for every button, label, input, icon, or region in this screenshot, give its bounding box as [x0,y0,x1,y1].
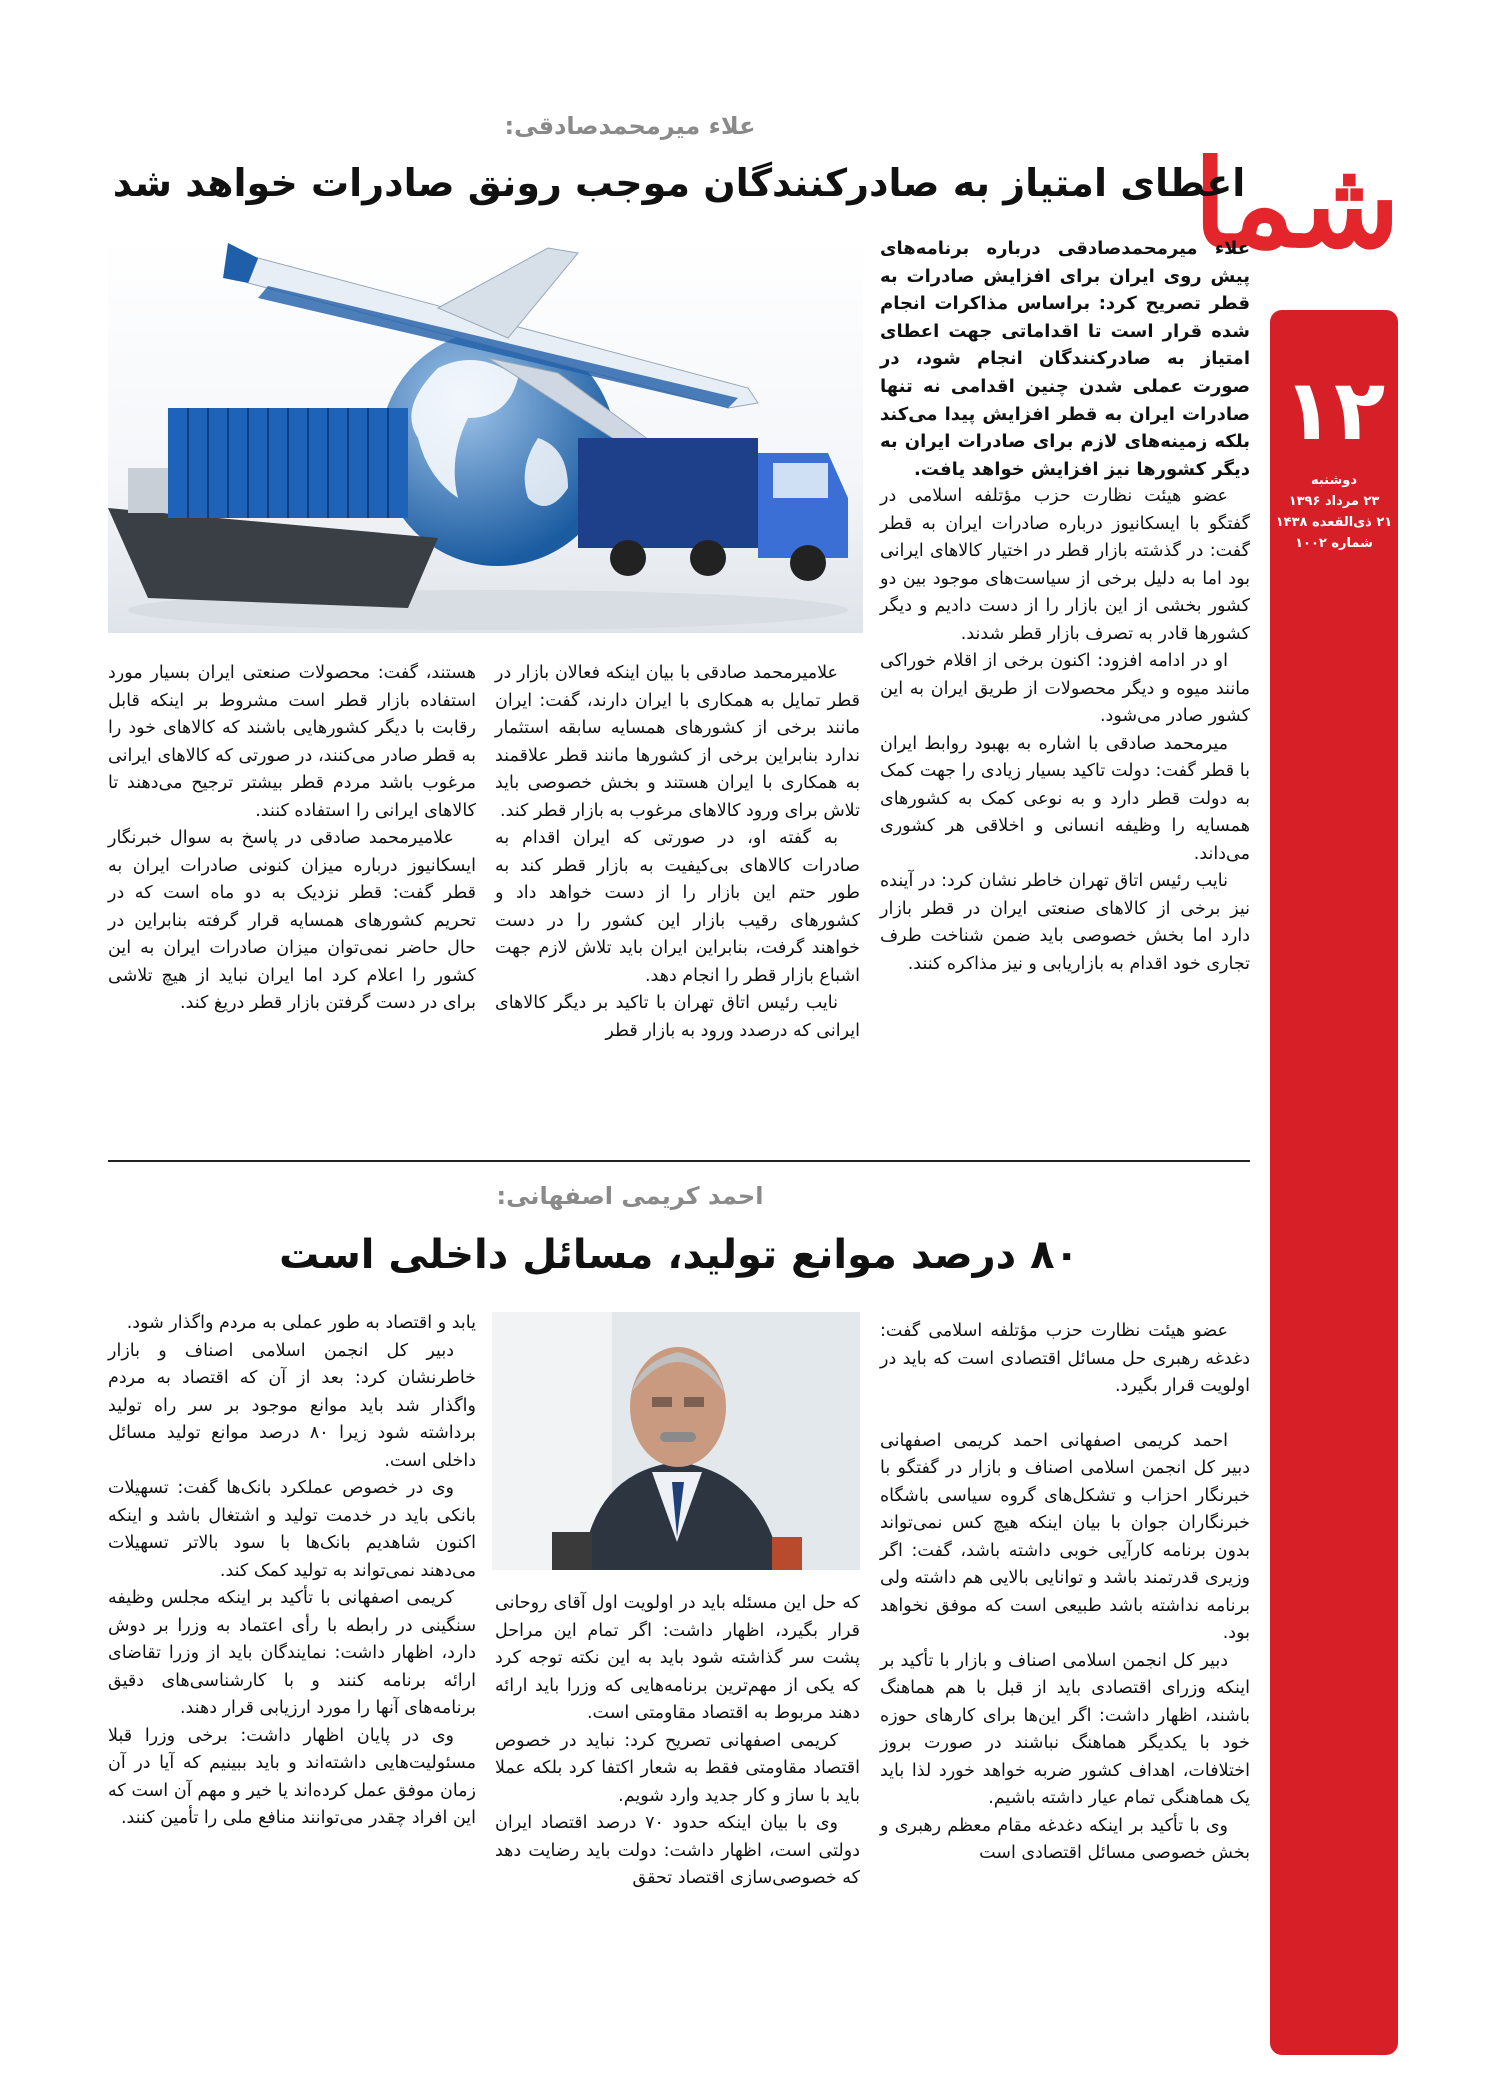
paragraph: وی در خصوص عملکرد بانک‌ها گفت: تسهیلات بانکی باید در خدمت تولید و اشتغال باشد و اینکه اکنون شاهدیم بانک‌ها با سود بالاتر تسهیلات می‌دهند نمی‌تواند به تولید کمک کند. [108,1478,476,1581]
article2-column-left [108,1310,476,1833]
paragraph: علامیرمحمد صادقی در پاسخ به سوال خبرنگار ایسکانیوز درباره میزان کنونی صادرات ایران به قطر گفت: قطر نزدیک به دو ماه است که در تحریم کشورهای همسایه قرار گرفته بنابراین در حال حاضر نمی‌توان میزان صادرات ایران به این کشور را اعلام کرد اما ایران نباید از هیچ تلاشی برای در دست گرفتن بازار قطر دریغ کند. [108,828,476,1013]
issue-number: شماره ۱۰۰۲ [1295,536,1373,551]
article1-column-right [880,235,1250,978]
solar-date: ۲۳ مرداد ۱۳۹۶ [1288,494,1380,509]
newspaper-logo: شما [1193,134,1400,275]
paragraph: وی با بیان اینکه حدود ۷۰ درصد اقتصاد ایران دولتی است، اظهار داشت: دولت باید رضایت دهد که خصوصی‌سازی اقتصاد تحقق [495,1813,860,1888]
paragraph: یابد و اقتصاد به طور عملی به مردم واگذار شود. [126,1313,476,1333]
paragraph: وی با تأکید بر اینکه دغدغه مقام معظم رهبری و بخش خصوصی مسائل اقتصادی است [880,1815,1250,1863]
paragraph: نایب رئیس اتاق تهران با تاکید بر دیگر کالاهای ایرانی که درصدد ورود به بازار قطر [495,993,860,1041]
article1-kicker: علاء میرمحمدصادقی: [504,112,756,140]
paragraph: نایب رئیس اتاق تهران خاطر نشان کرد: در آینده نیز برخی از کالاهای صنعتی ایران در قطر بازار دارد اما بخش خصوصی باید ضمن شناخت طرف تجاری خود اقدام به بازاریابی و نیز مذاکره کنند. [880,871,1250,974]
paragraph: دبیر کل انجمن اسلامی اصناف و بازار خاطرنشان کرد: بعد از آن که اقتصاد به مردم واگذار شد باید موانع موجود بر سر راه تولید برداشته شود زیرا ۸۰ درصد موانع تولید مسائل داخلی است. [108,1340,476,1471]
paragraph: کریمی اصفهانی با تأکید بر اینکه مجلس وظیفه سنگینی در رابطه با رأی اعتماد به وزرا بر دوش دارد، اظهار داشت: نمایندگان باید از وزرا تقاضای ارائه برنامه کنند و با کارشناسی‌های دقیق برنامه‌های آنها را مورد ارزیابی قرار دهند. [108,1588,476,1718]
section-divider [108,1160,1250,1162]
paragraph: عضو هیئت نظارت حزب مؤتلفه اسلامی گفت: دغدغه رهبری حل مسائل اقتصادی است که باید در اولویت قرار بگیرد. [880,1321,1250,1396]
lunar-date: ۲۱ ذی‌القعده ۱۴۳۸ [1275,515,1393,530]
page-number: ۱۲ [1282,361,1386,459]
issue-date-block [1270,470,1398,554]
article1-lead: علاء میرمحمدصادقی درباره برنامه‌های پیش روی ایران برای افزایش صادرات به قطر تصریح کرد: براساس مذاکرات انجام شده قرار است تا اقداماتی جهت اعطای امتیاز به صادرکنندگان انجام شود، در صورت عملی شدن چنین اقدامی نه تنها صادرات ایران به قطر افزایش پیدا می‌کند بلکه زمینه‌های لازم برای صادرات ایران به دیگر کشورها نیز افزایش خواهد یافت. [880,238,1250,480]
paragraph: که حل این مسئله باید در اولویت اول آقای روحانی قرار بگیرد، اظهار داشت: اگر تمام این مراحل پشت سر گذاشته شود باید به این نکته توجه کرد که یکی از مهم‌ترین برنامه‌هایی که وزرا باید ارائه دهند مربوط به اقتصاد مقاومتی است. [495,1593,860,1723]
paragraph: میرمحمد صادقی با اشاره به بهبود روابط ایران با قطر گفت: دولت تاکید بسیار زیادی را جهت کمک به دولت قطر دارد و به نوعی کمک به کشورهای همسایه را وظیفه انسانی و اخلاقی هر کشوری می‌داند. [880,733,1250,864]
article2-kicker: احمد کریمی اصفهانی: [496,1182,764,1210]
portrait-icon [492,1312,860,1570]
weekday: دوشنبه [1310,473,1358,488]
article1-column-left [108,660,476,1018]
paragraph: علامیرمحمد صادقی با بیان اینکه فعالان بازار در قطر تمایل به همکاری با ایران دارند، گفت: ایران مانند برخی از کشورهای همسایه سابقه استثمار ندارد بنابراین برخی از کشورها مانند قطر علاقمند به همکاری با ایران هستند و بخش خصوصی باید تلاش برای ورود کالاهای مرغوب به بازار قطر کند. [495,663,860,821]
paragraph: دبیر کل انجمن اسلامی اصناف و بازار با تأکید بر اینکه وزرای اقتصادی باید از قبل با هم هماهنگ باشند، اظهار داشت: اگر این‌ها برای کارهای حوزه خود با یکدیگر هماهنگ نباشند در صورت بروز اختلافات، اهداف کشور ضربه خواهد خورد لذا باید یک هماهنگی تمام عیار داشته باشیم. [880,1650,1250,1808]
article1-image [108,238,863,633]
paragraph: کریمی اصفهانی تصریح کرد: نباید در خصوص اقتصاد مقاومتی فقط به شعار اکتفا کرد بلکه عملا باید با ساز و کار جدید وارد شویم. [495,1730,860,1806]
microphone-icon [552,1532,592,1570]
paragraph: احمد کریمی اصفهانی احمد کریمی اصفهانی دبیر کل انجمن اسلامی اصناف و بازار در گفتگو با خبرنگار احزاب و تشکل‌های گروه سیاسی باشگاه خبرنگاران جوان با بیان اینکه هیچ کس نمی‌تواند بدون برنامه کارآیی خوبی داشته باشد، گفت: اگر وزیری قدرتمند باشد و توانایی بالایی هم داشته ولی برنامه نداشته باشد طبیعی است که موفق نخواهد بود. [880,1430,1250,1643]
article2-column-middle [495,1590,860,1893]
truck-icon [578,438,848,581]
paragraph: عضو هیئت نظارت حزب مؤتلفه اسلامی در گفتگو با ایسکانیوز درباره صادرات ایران به قطر گفت: در گذشته بازار قطر در اختیار کالاهای ایرانی بود اما به دلیل برخی از سیاست‌های موجود بین دو کشور بخشی از این بازار را از دست دادیم و دیگر کشورها قادر به تصرف بازار قطر شدند. [880,486,1250,644]
container-ship-icon [108,408,438,608]
article2-portrait-image [492,1312,860,1570]
article1-headline: اعطای امتیاز به صادرکنندگان موجب رونق صادرات خواهد شد [112,161,1246,205]
paragraph: او در ادامه افزود: اکنون برخی از اقلام خوراکی مانند میوه و دیگر محصولات از طریق ایران به این کشور صادر می‌شود. [880,651,1250,727]
page-info-bar [1270,310,1398,2055]
paragraph: وی در پایان اظهار داشت: برخی وزرا قبلا مسئولیت‌هایی داشته‌اند و باید ببینیم که آیا در آن زمان موفق عمل کرده‌اند یا خیر و مهم آن است که این افراد چقدر می‌توانند منافع ملی را تأمین کنند. [108,1725,476,1828]
paragraph: به گفته او، در صورتی که ایران اقدام به صادرات کالاهای بی‌کیفیت به بازار قطر کند به طور حتم این بازار را از دست خواهد داد و کشورهای رقیب بازار این کشور را در دست خواهند گرفت، بنابراین ایران باید تلاش لازم جهت اشباع بازار قطر را انجام دهد. [495,828,860,986]
article2-headline: ۸۰ درصد موانع تولید، مسائل داخلی است [279,1232,1079,1278]
paragraph: هستند، گفت: محصولات صنعتی ایران بسیار مورد استفاده بازار قطر است مشروط بر اینکه قابل رقابت با دیگر کشورهایی باشند که کالاهای خود را به قطر صادر می‌کنند، در صورتی که کالاهای ایرانی مرغوب باشد مردم قطر بیشتر ترجیح می‌دهند تا کالاهای ایرانی را استفاده کنند. [108,663,476,821]
article2-column-right [880,1318,1250,1868]
export-illustration-icon [108,238,863,633]
article1-column-middle [495,660,860,1045]
